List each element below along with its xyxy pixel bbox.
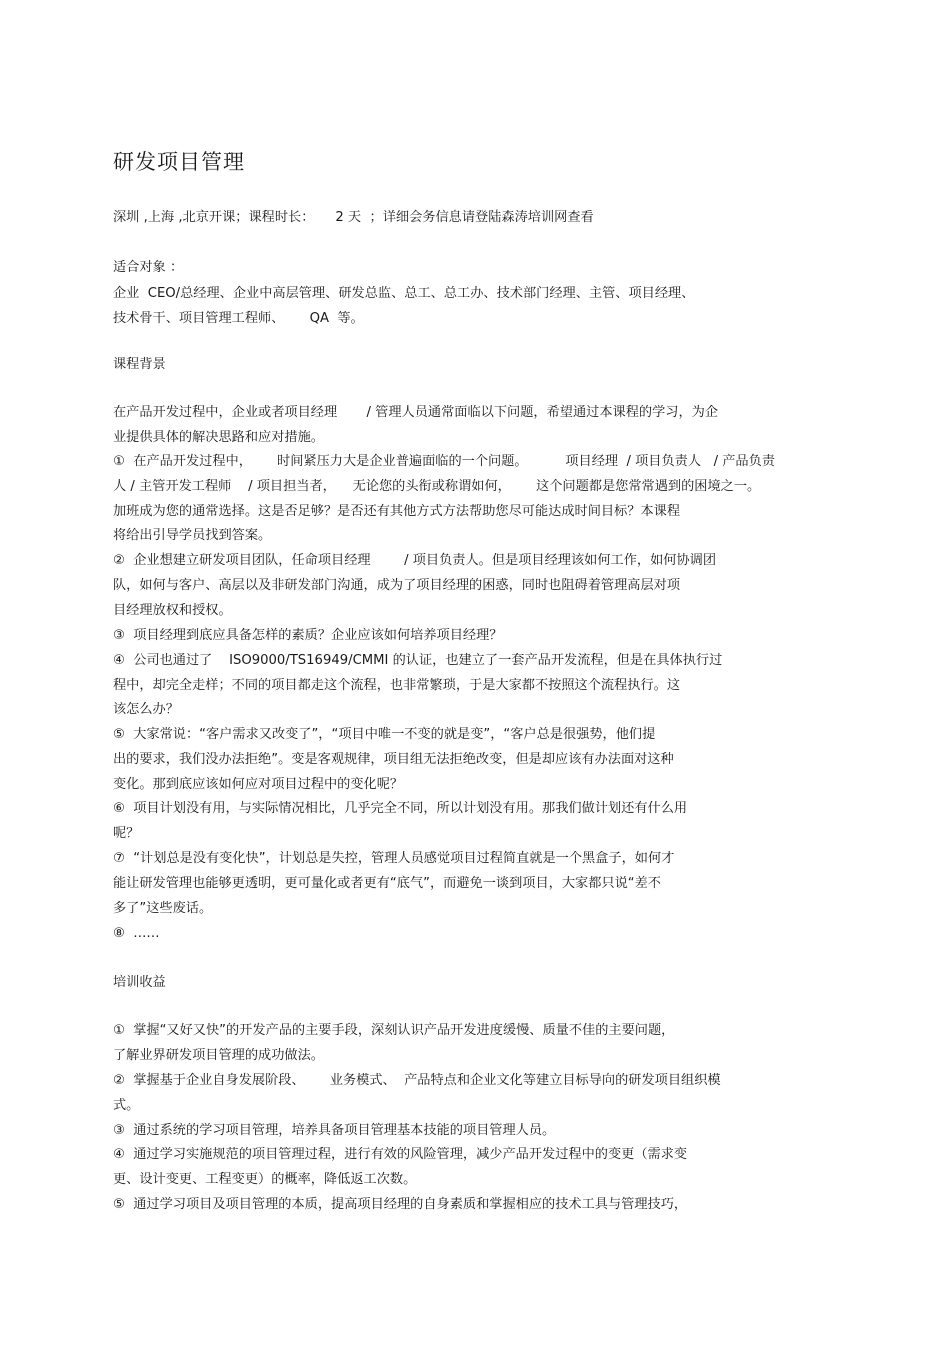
background-line: 目经理放权和授权。: [113, 603, 232, 618]
background-line: ⑦ “计划总是没有变化快”，计划总是失控，管理人员感觉项目过程简直就是一个黑盒子，如何才: [113, 851, 675, 866]
background-line: 变化。那到底应该如何应对项目过程中的变化呢？: [113, 777, 404, 792]
background-line: ⑧ ……: [113, 926, 160, 941]
background-line: ④ 公司也通过了 ISO9000/TS16949/CMMI 的认证，也建立了一套产品开发流程，但是在具体执行过: [113, 653, 723, 668]
background-line: 出的要求，我们没办法拒绝”。变是客观规律，项目组无法拒绝改变，但是却应该有办法面对这种: [113, 752, 674, 767]
background-heading: 课程背景: [113, 357, 166, 372]
background-line: 多了”这些废话。: [113, 901, 213, 916]
course-info-line: 深圳 ,上海 ,北京开课；课程时长： 2 天 ；详细会务信息请登陆森涛培训网查看: [113, 210, 594, 225]
benefits-line: ⑤ 通过学习项目及项目管理的本质，提高项目经理的自身素质和掌握相应的技术工具与管理技巧，: [113, 1197, 688, 1212]
benefits-line: 更、设计变更、工程变更）的概率，降低返工次数。: [113, 1172, 417, 1187]
audience-line: 企业 CEO/总经理、企业中高层管理、研发总监、总工、总工办、技术部门经理、主管、项目经理、: [113, 286, 695, 301]
background-line: 业提供具体的解决思路和应对措施。: [113, 430, 324, 445]
background-line: ⑥ 项目计划没有用，与实际情况相比，几乎完全不同，所以计划没有用。那我们做计划还有什么用: [113, 801, 688, 816]
benefits-line: ④ 通过学习实施规范的项目管理过程，进行有效的风险管理，减少产品开发过程中的变更（需求变: [113, 1147, 688, 1162]
background-line: 程中，却完全走样；不同的项目都走这个流程，也非常繁琐，于是大家都不按照这个流程执行。这: [113, 678, 681, 693]
background-line: ① 在产品开发过程中， 时间紧压力大是企业普遍面临的一个问题。 项目经理 / 项目负责人 / 产品负责: [113, 454, 775, 469]
benefits-heading: 培训收益: [113, 975, 166, 990]
audience-heading: 适合对象 ：: [113, 260, 184, 275]
background-line: ② 企业想建立研发项目团队，任命项目经理 / 项目负责人。但是项目经理该如何工作，如何协调团: [113, 553, 717, 568]
background-line: 加班成为您的通常选择。这是否足够？是否还有其他方式方法帮助您尽可能达成时间目标？本课程: [113, 504, 681, 519]
benefits-line: 了解业界研发项目管理的成功做法。: [113, 1048, 324, 1063]
background-line: ⑤ 大家常说：“客户需求又改变了”，“项目中唯一不变的就是变”，“客户总是很强势，他们提: [113, 727, 656, 742]
document-title: 研发项目管理: [113, 150, 245, 174]
background-line: 该怎么办？: [113, 702, 179, 717]
benefits-line: ③ 通过系统的学习项目管理，培养具备项目管理基本技能的项目管理人员。: [113, 1123, 556, 1138]
background-line: ③ 项目经理到底应具备怎样的素质？企业应该如何培养项目经理？: [113, 628, 503, 643]
background-line: 能让研发管理也能够更透明，更可量化或者更有“底气”，而避免一谈到项目，大家都只说“差不: [113, 876, 661, 891]
background-line: 将给出引导学员找到答案。: [113, 528, 272, 543]
background-line: 呢？: [113, 826, 140, 841]
audience-line: 技术骨干、项目管理工程师、 QA 等。: [113, 311, 364, 326]
benefits-line: ① 掌握“又好又快”的开发产品的主要手段，深刻认识产品开发进度缓慢、质量不佳的主要问题，: [113, 1023, 675, 1038]
background-line: 队，如何与客户、高层以及非研发部门沟通，成为了项目经理的困惑，同时也阻碍着管理高层对项: [113, 578, 681, 593]
benefits-line: 式。: [113, 1098, 140, 1113]
background-line: 在产品开发过程中，企业或者项目经理 / 管理人员通常面临以下问题，希望通过本课程的学习，为企: [113, 405, 719, 420]
benefits-line: ② 掌握基于企业自身发展阶段、 业务模式、 产品特点和企业文化等建立目标导向的研发项目组织模: [113, 1073, 721, 1088]
background-line: 人 / 主管开发工程师 / 项目担当者， 无论您的头衔或称谓如何， 这个问题都是您常常遇到的困境之一。: [113, 479, 761, 494]
